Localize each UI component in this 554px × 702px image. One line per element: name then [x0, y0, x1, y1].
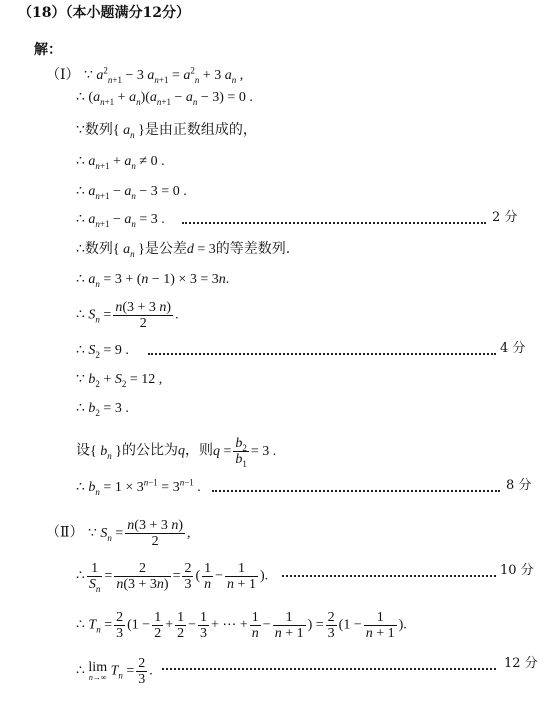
score-8: 8 分	[506, 478, 532, 493]
line-geo-ratio: 设{ $b_n$ }的公比为q，则q = $\frac{b_2}{b_1}$ = 3 .	[76, 436, 277, 469]
text-geo-ratio-then: ，则	[184, 442, 213, 459]
dotted-leader-4	[148, 353, 496, 355]
part2-label: （Ⅱ）	[46, 524, 84, 541]
math-given: ∵ $a^2_{n+1} - 3$ $a_{n+1} = a^2_n + 3$ $a_n$ ,	[83, 65, 244, 85]
math-limit: ∴ lim n→∞ $T_n$ = $\frac{2}{3}$ .	[76, 656, 153, 687]
math-sn: ∴ $S_n$ = $\frac{n(3 + 3 n)}{2}$ .	[76, 300, 179, 331]
line-arith-seq: ∴数列{ $a_n$ }是公差d = 3的等差数列.	[76, 241, 291, 259]
dotted-leader-8	[212, 490, 500, 492]
dotted-leader-12	[162, 668, 496, 670]
score-12: 12 分	[504, 656, 538, 671]
math-recip-sn: ∴ $\frac{1}{S_n}$ = $\frac{2}{n(3 + 3n)}$ = $\frac{2}{3}$ ( $\frac{1}{n}$ − $\frac{1}{n + 1}$ ).	[76, 561, 269, 594]
math-diff-three: ∴ $a_{n+1} - a_n = 3$ .	[76, 212, 165, 229]
solution-label: 解：	[34, 42, 62, 58]
math-nonzero: ∴ $a_{n+1} + a_n \ne 0$ .	[76, 154, 165, 171]
text-positive-seq: 是由正数组成的，	[144, 122, 257, 138]
text-shulie-1: 数列	[84, 122, 113, 138]
math-diff-zero: ∴ $a_{n+1} - a_n - 3 = 0$ .	[76, 184, 187, 201]
dotted-leader-2	[182, 222, 486, 224]
math-b2-s2: ∵ $b_2 + S_2 = 12$ ,	[76, 372, 163, 389]
math-s2: ∴ $S_2 = 9$ .	[76, 343, 129, 360]
score-4: 4 分	[500, 341, 526, 356]
score-2: 2 分	[492, 210, 518, 225]
math-bn: ∴ $b_n = 1 \times 3^{n-1} = 3^{n-1}$ .	[76, 477, 201, 497]
text-geo-ratio-pre: 的公比为	[121, 442, 178, 459]
math-tn: ∴ $T_n$ = $\frac{2}{3}$ (1 − $\frac{1}{2}$ + $\frac{1}{2}$ − $\frac{1}{3}$ + ⋯ + $\frac{1}{n}$ − $\frac{1}{n + 1}$ ) = $\frac{2}{3}$ (1 − $\frac{1}{n + 1}$ ).	[76, 610, 407, 641]
math-b2: ∴ $b_2 = 3$ .	[76, 401, 129, 418]
text-arith-seq: 是公差	[144, 241, 187, 257]
part2-line-1: （Ⅱ） ∵ $S_n$ = $\frac{n(3 + 3 n)}{2}$ ,	[46, 518, 191, 549]
math-an: ∴ $a_n = 3 + (n - 1) \times 3 = 3n$.	[76, 272, 230, 289]
text-arith-seq-end: 的等差数列.	[215, 241, 291, 257]
text-she: 设	[76, 442, 90, 459]
line-positive-seq: ∵数列{ $a_n$ }是由正数组成的，	[76, 122, 257, 140]
part1-line-1	[46, 66, 243, 85]
dotted-leader-10	[282, 575, 496, 577]
part1-label: （Ⅰ）	[46, 67, 80, 83]
text-shulie-2: 数列	[84, 241, 113, 257]
score-10: 10 分	[500, 563, 534, 578]
problem-title: （18）（本小题满分12分）	[18, 5, 190, 21]
math-factor: ∴ $(a_{n+1} + a_n)(a_{n+1} - a_n - 3) = 0$ .	[76, 90, 253, 107]
